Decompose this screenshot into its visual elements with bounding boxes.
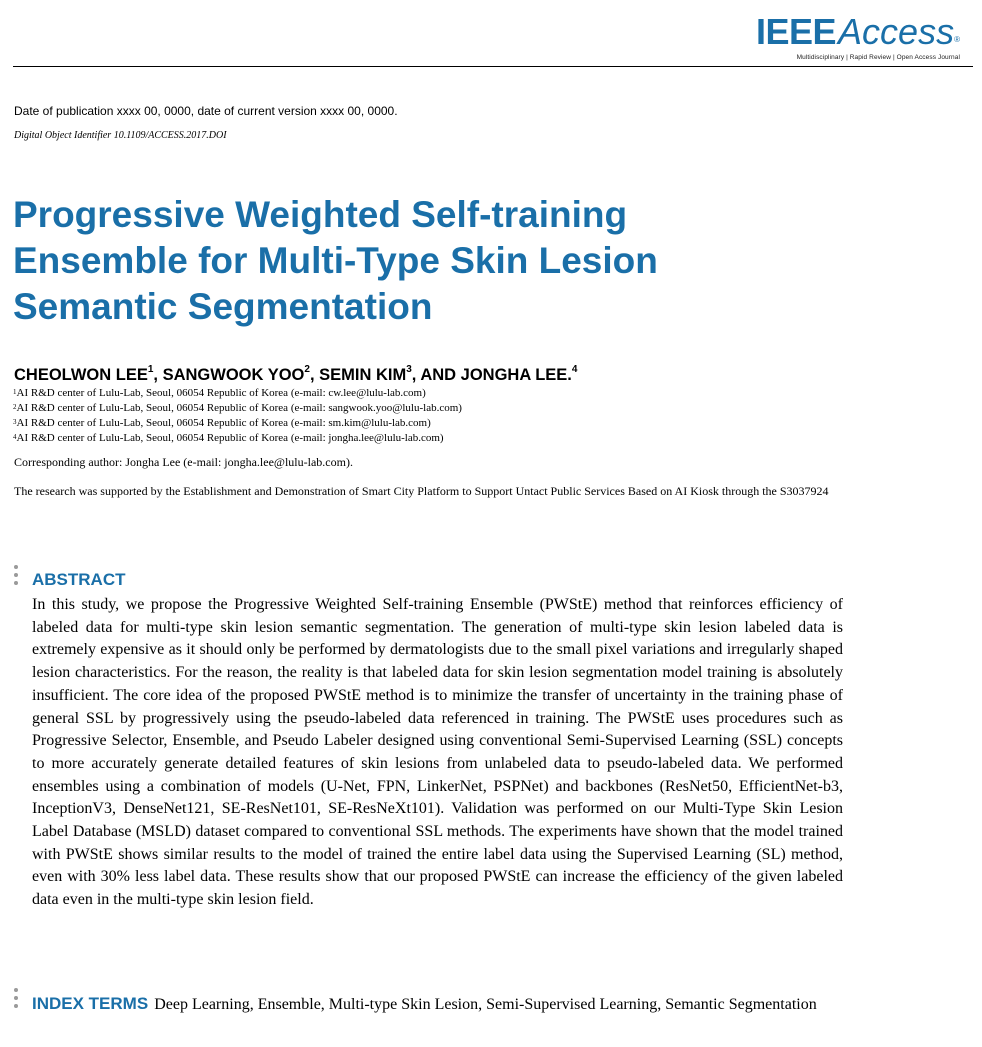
affiliation-number: 1	[13, 388, 17, 396]
header-divider	[13, 66, 973, 67]
affiliation-text: AI R&D center of Lulu-Lab, Seoul, 06054 Republic of Korea (e-mail: jongha.lee@lulu-lab.com)	[16, 432, 444, 444]
author-affil-mark: 4	[571, 364, 578, 375]
author-separator: ,	[309, 366, 320, 384]
section-marker-icon	[14, 988, 18, 1012]
title-line: Ensemble for Multi-Type Skin Lesion	[13, 240, 658, 281]
doi-line: Digital Object Identifier 10.1109/ACCESS.2017.DOI	[14, 130, 227, 141]
title-line: Semantic Segmentation	[13, 286, 433, 327]
affiliation-number: 3	[13, 418, 17, 426]
section-marker-icon	[14, 565, 18, 589]
affiliation-item	[13, 401, 462, 416]
index-terms	[32, 993, 843, 1016]
journal-tagline: Multidisciplinary | Rapid Review | Open Access Journal	[796, 54, 960, 61]
author-separator: ,	[153, 366, 163, 384]
author-name: CHEOLWON LEE	[14, 366, 148, 384]
abstract-text: In this study, we propose the Progressive Weighted Self-training Ensemble (PWStE) method that reinforces efficiency of labeled data for multi-type skin lesion semantic segmentation. The generation of multi-type skin lesion labeled data is extremely expensive as it should only be performed by dermatologists due to the small pixel variations and irregularly shaped lesion characteristics. For the reason, the reality is that labeled data for skin lesion segmentation model training is absolutely insufficient. The core idea of the proposed PWStE method is to minimize the transfer of uncertainty in the training phase of general SSL by progressively using the pseudo-labeled data referenced in training. The PWStE uses procedures such as Progressive Selector, Ensemble, and Pseudo Labeler designed using conventional Semi-Supervised Learning (SSL) concepts to more accurately generate detailed features of skin lesions from unlabeled data to pseudo-labeled data. We performed ensembles using a combination of models (U-Net, FPN, LinkerNet, PSPNet) and backbones (ResNet50, EfficientNet-b3, InceptionV3, DenseNet121, SE-ResNet101, SE-ResNeXt101). Validation was performed on our Multi-Type Skin Lesion Label Database (MSLD) dataset compared to conventional SSL methods. The experiments have shown that the model trained with PWStE shows similar results to the model of trained the entire label data using the Supervised Learning (SL) method, even with 30% less label data. These results show that our proposed PWStE can increase the efficiency of the given labeled data even in the multi-type skin lesion field.	[32, 596, 843, 909]
logo-ieee: IEEE	[756, 11, 837, 52]
journal-logo-wordmark	[740, 11, 960, 52]
index-terms-heading: INDEX TERMS	[32, 994, 149, 1013]
paper-title	[13, 192, 853, 330]
logo-access: Access	[838, 11, 955, 52]
index-terms-text: Deep Learning, Ensemble, Multi-type Skin Lesion, Semi-Supervised Learning, Semantic Segmentation	[154, 996, 817, 1013]
funding-statement: The research was supported by the Establishment and Demonstration of Smart City Platform to Support Untact Public Services Based on AI Kiosk through the S3037924	[14, 484, 829, 498]
author-name: SANGWOOK YOO	[162, 366, 305, 384]
author-separator: , AND	[411, 366, 461, 384]
affiliation-item	[13, 386, 462, 401]
affiliation-item	[13, 416, 462, 431]
trademark-mark: ®	[954, 35, 960, 44]
abstract-heading: ABSTRACT	[32, 570, 126, 589]
affiliation-item	[13, 431, 462, 446]
author-affil-mark: 1	[147, 364, 154, 375]
affiliation-number: 2	[13, 403, 17, 411]
affiliation-text: AI R&D center of Lulu-Lab, Seoul, 06054 Republic of Korea (e-mail: cw.lee@lulu-lab.com)	[16, 387, 426, 399]
affiliation-text: AI R&D center of Lulu-Lab, Seoul, 06054 Republic of Korea (e-mail: sangwook.yoo@lulu-lab.com)	[16, 402, 462, 414]
corresponding-author: Corresponding author: Jongha Lee (e-mail: jongha.lee@lulu-lab.com).	[14, 455, 353, 469]
author-list	[14, 366, 577, 385]
author-name: SEMIN KIM	[319, 366, 407, 384]
affiliation-number: 4	[13, 433, 17, 441]
affiliation-text: AI R&D center of Lulu-Lab, Seoul, 06054 Republic of Korea (e-mail: sm.kim@lulu-lab.com)	[16, 417, 431, 429]
affiliation-list	[13, 386, 462, 446]
title-line: Progressive Weighted Self-training	[13, 194, 628, 235]
publication-date: Date of publication xxxx 00, 0000, date of current version xxxx 00, 0000.	[14, 104, 398, 118]
journal-logo	[740, 11, 960, 61]
author-affil-mark: 3	[406, 364, 412, 375]
author-affil-mark: 2	[304, 364, 310, 375]
author-name: JONGHA LEE.	[460, 366, 572, 384]
